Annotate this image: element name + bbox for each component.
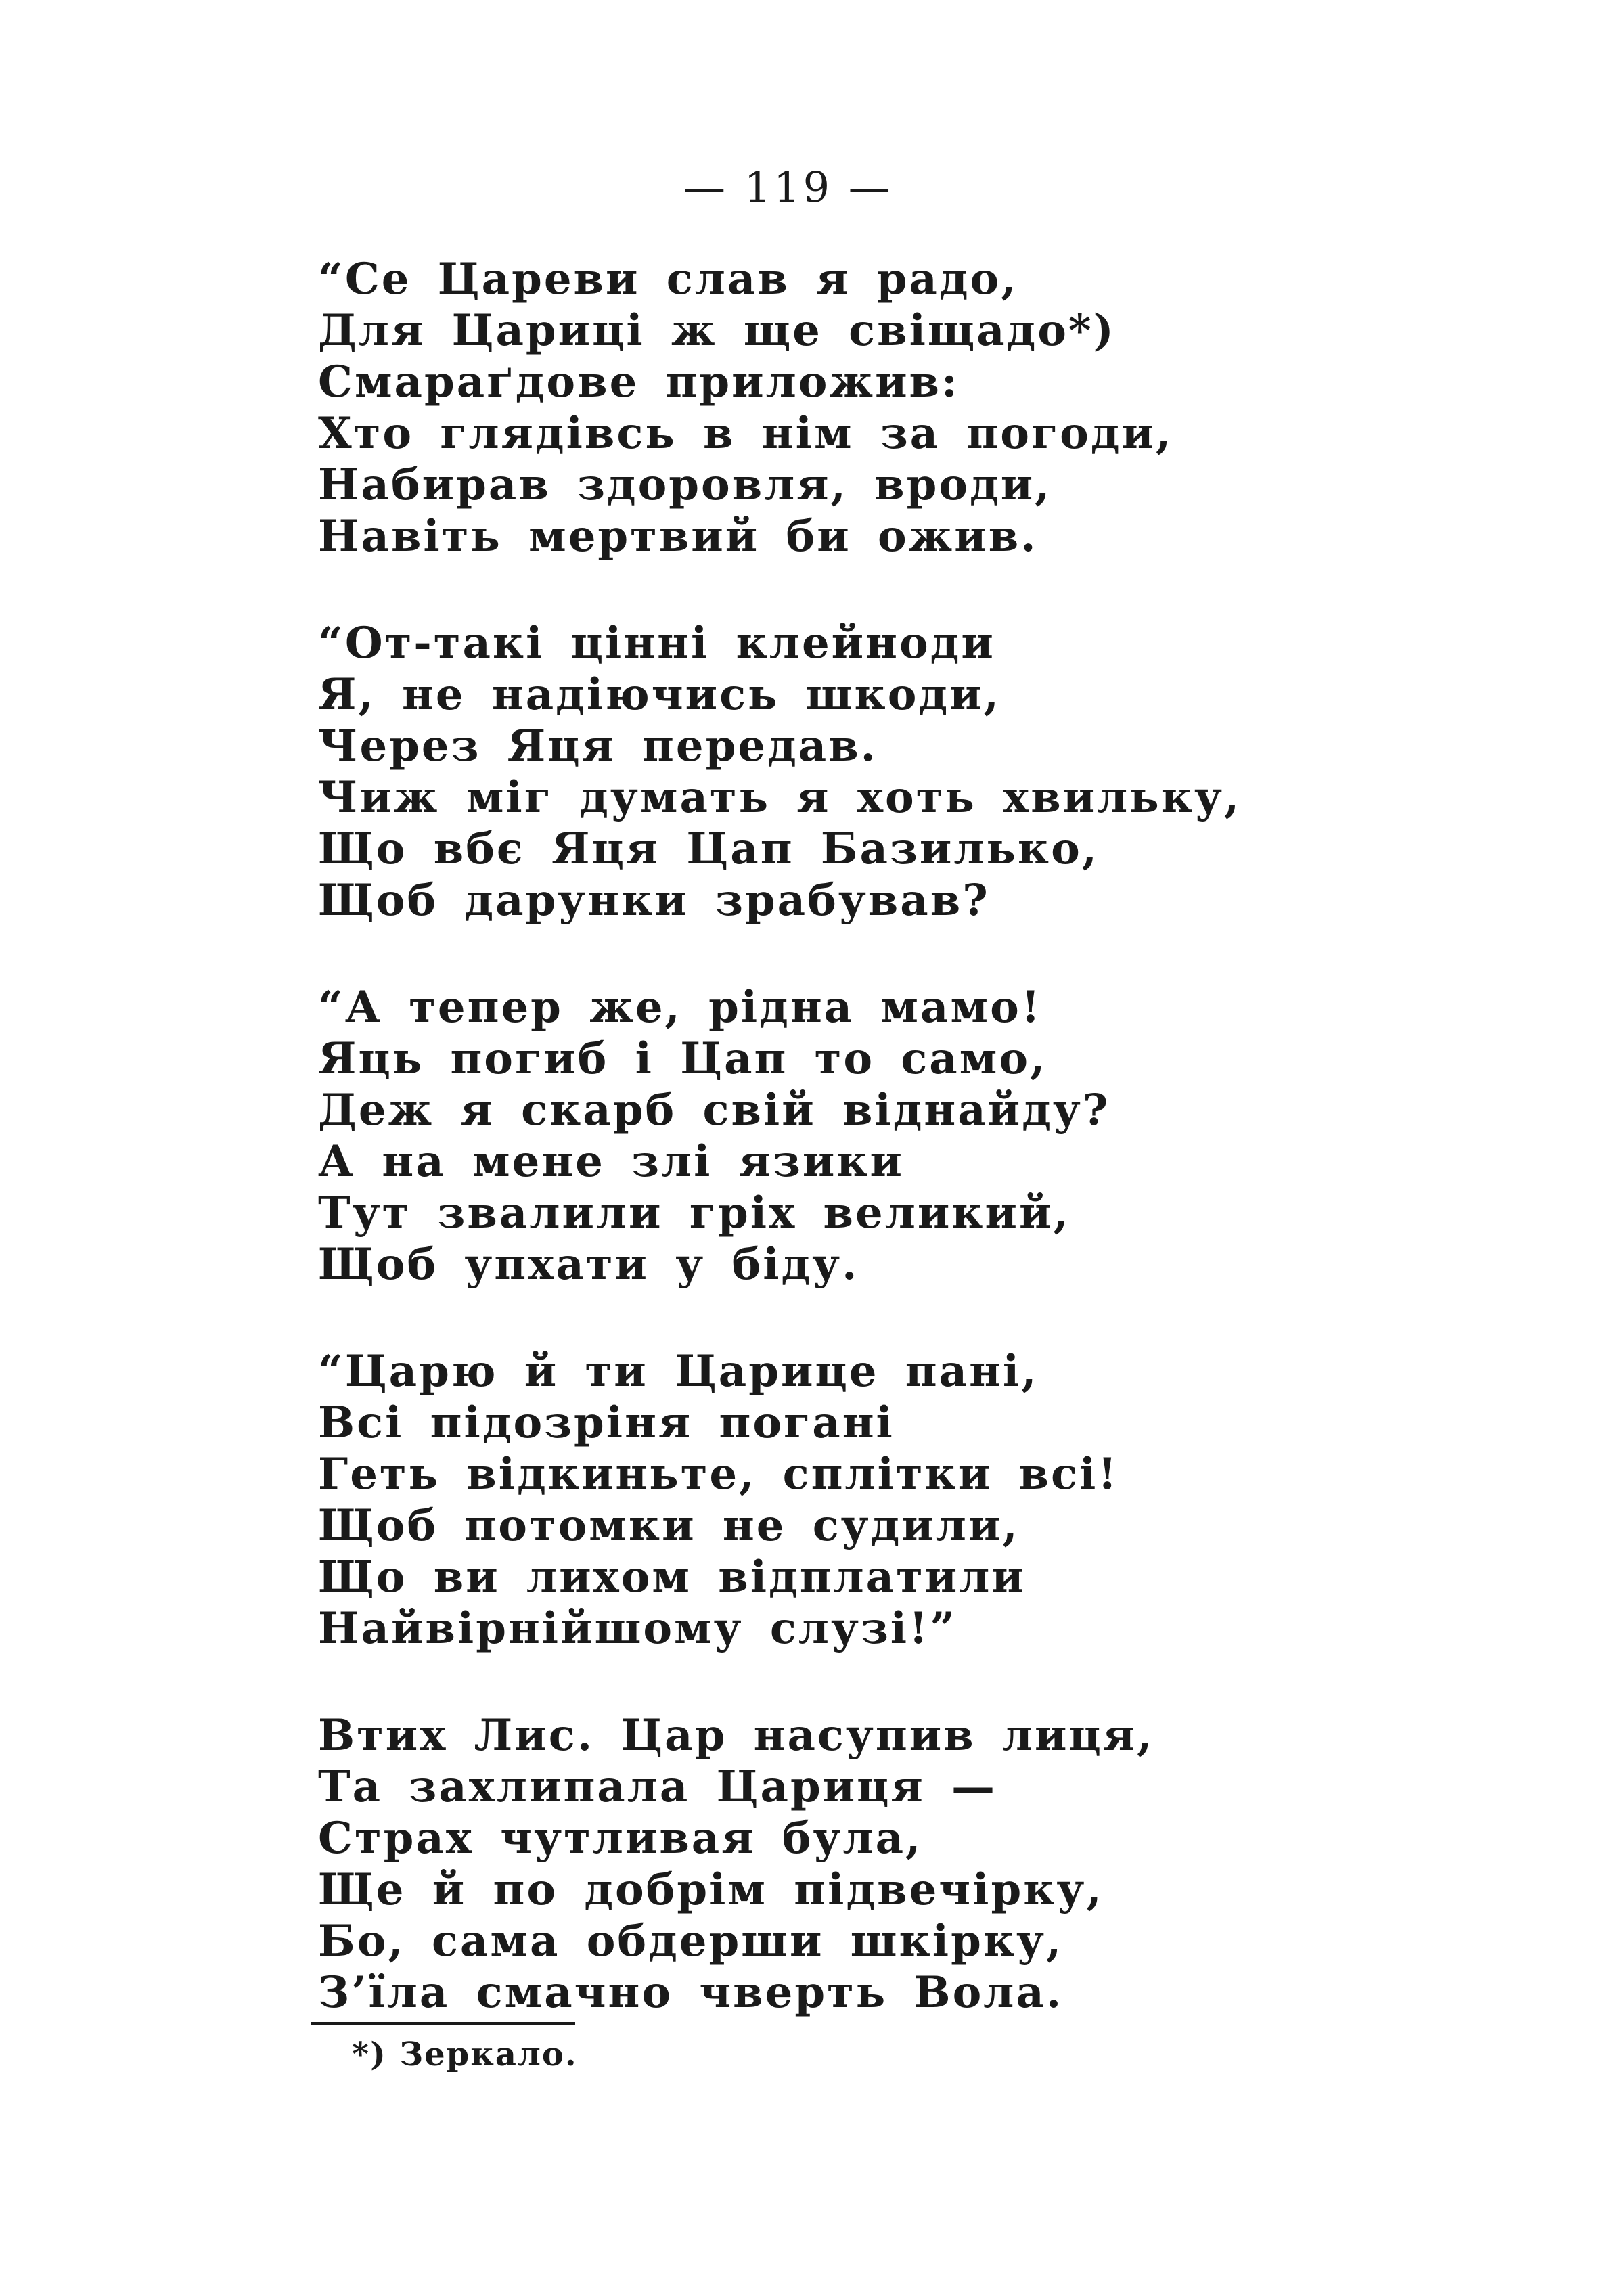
poem-line: Щоб потомки не судили, [318, 1500, 1020, 1551]
poem-line: Всі підозріня погані [318, 1397, 895, 1448]
poem-line: Та захлипала Цариця — [318, 1761, 997, 1812]
poem-line: Що ви лихом відплатили [318, 1552, 1026, 1602]
poem-line: Хто глядівсь в нім за погоди, [318, 408, 1173, 459]
page-number: — 119 — [683, 162, 893, 212]
stanza [318, 982, 1333, 1290]
poem-line: Геть відкиньте, сплітки всі! [318, 1449, 1119, 1500]
poem-line: Страх чутливая була, [318, 1813, 923, 1864]
poem-line: “Царю й ти Царице пані, [318, 1346, 1039, 1397]
poem-line: Тут звалили гріх великий, [318, 1188, 1070, 1238]
poem-line: Щоб дарунки зрабував? [318, 875, 990, 926]
poem-line: Набирав здоровля, вроди, [318, 459, 1052, 510]
poem-line: Через Яця передав. [318, 721, 878, 771]
poem-line: Втих Лис. Цар насупив лиця, [318, 1710, 1154, 1761]
poem [318, 254, 1333, 2074]
poem-line: Ще й по добрім підвечірку, [318, 1864, 1104, 1915]
stanza [318, 1346, 1333, 1655]
poem-line: Смараґдове приложив: [318, 357, 960, 407]
poem-line: “А тепер же, рідна мамо! [318, 982, 1042, 1033]
footnote-divider [311, 2022, 575, 2025]
poem-line: Для Цариці ж ще свіщадо*) [318, 305, 1116, 356]
poem-line: “От-такі цінні клейноди [318, 618, 995, 669]
poem-line: Деж я скарб свій віднайду? [318, 1085, 1110, 1136]
poem-line: Найвірнійшому слузі!” [318, 1603, 957, 1654]
poem-line: Бо, сама обдерши шкірку, [318, 1916, 1064, 1967]
poem-line: Я, не надіючись шкоди, [318, 669, 1001, 720]
poem-line: Яць погиб і Цап то само, [318, 1033, 1047, 1084]
stanza [318, 618, 1333, 926]
footnote: *) Зеркало. [352, 2036, 578, 2073]
poem-line: Щоб упхати у біду. [318, 1239, 859, 1290]
poem-line: З’їла смачно чверть Вола. [318, 1967, 1064, 2018]
stanza [318, 1710, 1333, 2019]
stanza [318, 254, 1333, 562]
poem-line: Що вбє Яця Цап Базилько, [318, 824, 1100, 874]
poem-line: А на мене злі язики [318, 1136, 904, 1187]
poem-line: Чиж міг думать я хоть хвильку, [318, 772, 1242, 823]
poem-line: Навіть мертвий би ожив. [318, 511, 1038, 562]
poem-line: “Се Цареви слав я радо, [318, 254, 1018, 305]
